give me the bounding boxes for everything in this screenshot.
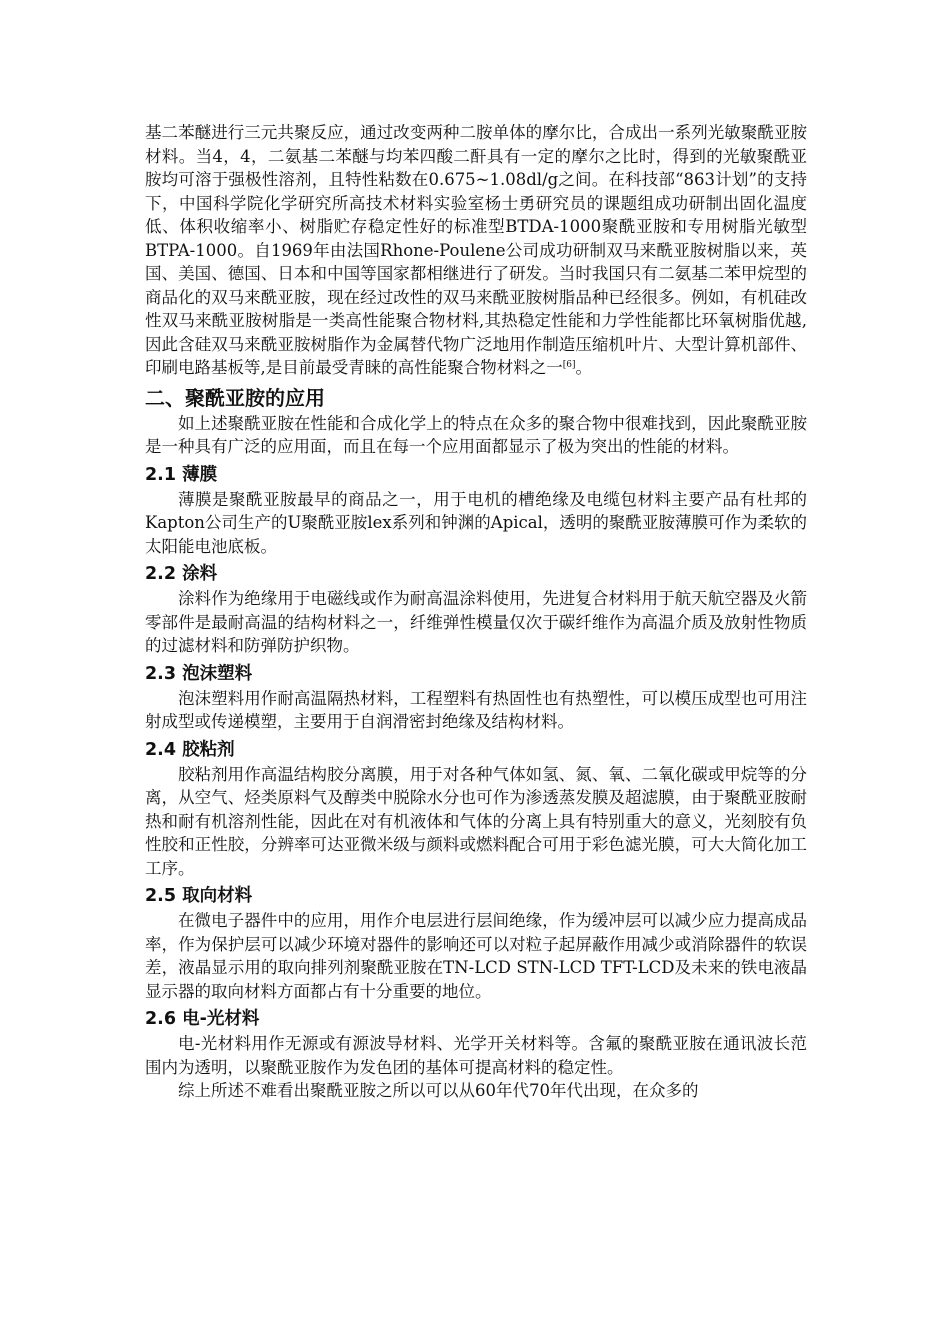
subsection-body-alignment: 在微电子器件中的应用，用作介电层进行层间绝缘，作为缓冲层可以减少应力提高成品率，作为保护层可以减少环境对器件的影响还可以对粒子起屏蔽作用减少或消除器件的软误差，液晶显示用的取向排列剂聚酰亚胺在TN-LCD STN-LCD TFT-LCD及未来的铁电液晶显示器的取向材料方面都占有十分重要的地位。 [145,911,807,1001]
citation-ref: [6] [562,360,576,370]
subsection-body-film: 薄膜是聚酰亚胺最早的商品之一，用于电机的槽绝缘及电缆包材料主要产品有杜邦的Kapton公司生产的U聚酰亚胺lex系列和钟渊的Apical，透明的聚酰亚胺薄膜可作为柔软的太阳能电池底板。 [145,489,807,556]
section-intro-paragraph: 如上述聚酰亚胺在性能和合成化学上的特点在众多的聚合物中很难找到，因此聚酰亚胺是一种具有广泛的应用面，而且在每一个应用面都显示了极为突出的性能的材料。 [145,413,807,456]
intro-text: 基二苯醚进行三元共聚反应，通过改变两种二胺单体的摩尔比，合成出一系列光敏聚酰亚胺材料。当4，4，二氨基二苯醚与均苯四酸二酐具有一定的摩尔之比时，得到的光敏聚酰亚胺均可溶于强极性溶剂，且特性粘数在0.675~1.08dl/g之间。在科技部“863计划”的支持下，中国科学院化学研究所高技术材料实验室杨士勇研究员的课题组成功研制出固化温度低、体积收缩率小、树脂贮存稳定性好的标准型BTDA-1000聚酰亚胺和专用树脂光敏型BTPA-1000。自1969年由法国Rhone-Poulene公司成功研制双马来酰亚胺树脂以来，英国、美国、德国、日本和中国等国家都相继进行了研发。当时我国只有二氨基二苯甲烷型的商品化的双马来酰亚胺，现在经过改性的双马来酰亚胺树脂品种已经很多。例如，有机硅改性双马来酰亚胺树脂是一类高性能聚合物材料,其热稳定性能和力学性能都比环氧树脂优越,因此含硅双马来酰亚胺树脂作为金属替代物广泛地用作制造压缩机叶片、大型计算机部件、印刷电路基板等,是目前最受青睐的高性能聚合物材料之一 [145,123,807,377]
subsection-body-adhesive: 胶粘剂用作高温结构胶分离膜，用于对各种气体如氢、氮、氧、二氧化碳或甲烷等的分离，从空气、烃类原料气及醇类中脱除水分也可作为渗透蒸发膜及超滤膜，由于聚酰亚胺耐热和耐有机溶剂性能，因此在对有机液体和气体的分离上具有特别重大的意义，光刻胶有负性胶和正性胶，分辨率可达亚微米级与颜料或燃料配合可用于彩色滤光膜，可大大简化加工工序。 [145,764,807,878]
document-page [145,121,807,1103]
subsection-heading-adhesive: 2.4 胶粘剂 [145,739,235,760]
intro-paragraph [145,121,807,380]
closing-paragraph: 综上所述不难看出聚酰亚胺之所以可以从60年代70年代出现，在众多的 [178,1081,699,1100]
section-heading: 二、聚酰亚胺的应用 [145,385,325,410]
subsection-heading-electro-optic: 2.6 电-光材料 [145,1009,260,1029]
subsection-heading-film: 2.1 薄膜 [145,464,218,485]
subsection-heading-alignment: 2.5 取向材料 [145,886,253,906]
subsection-heading-foam: 2.3 泡沫塑料 [145,663,253,684]
intro-end: 。 [575,358,592,377]
subsection-body-foam: 泡沫塑料用作耐高温隔热材料，工程塑料有热固性也有热塑性，可以模压成型也可用注射成型或传递模塑，主要用于自润滑密封绝缘及结构材料。 [145,688,807,731]
subsection-body-coating: 涂料作为绝缘用于电磁线或作为耐高温涂料使用，先进复合材料用于航天航空器及火箭零部件是最耐高温的结构材料之一，纤维弹性模量仅次于碳纤维作为高温介质及放射性物质的过滤材料和防弹防护织物。 [145,589,807,655]
subsection-heading-coating: 2.2 涂料 [145,564,218,584]
subsection-body-electro-optic: 电-光材料用作无源或有源波导材料、光学开关材料等。含氟的聚酰亚胺在通讯波长范围内为透明，以聚酰亚胺作为发色团的基体可提高材料的稳定性。 [145,1034,807,1077]
